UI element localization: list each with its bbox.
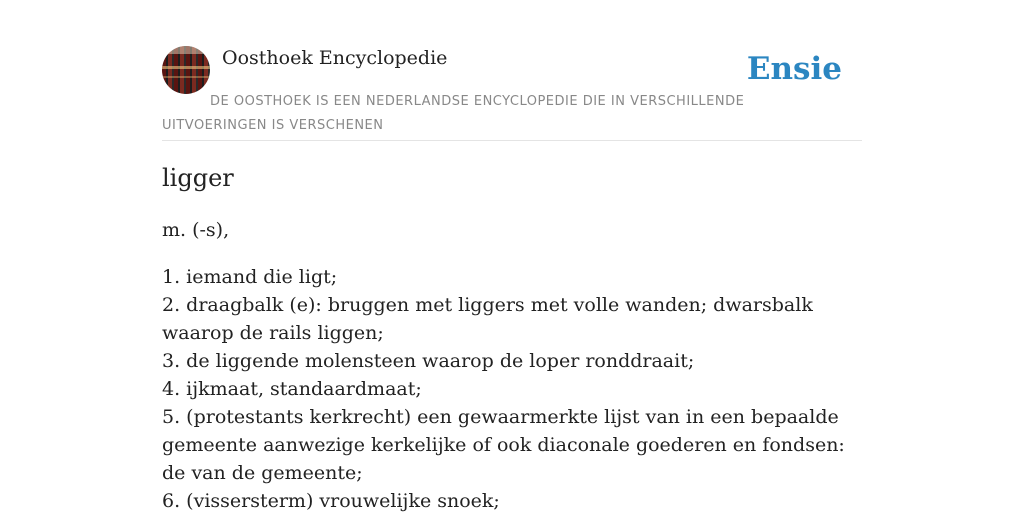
definition-item: 6. (vissersterm) vrouwelijke snoek;: [162, 490, 500, 512]
definition-item: 4. ijkmaat, standaardmaat;: [162, 378, 422, 400]
entry-title: ligger: [162, 164, 234, 192]
definition-list: [162, 263, 862, 515]
site-avatar[interactable]: [162, 46, 210, 94]
site-header: [162, 46, 862, 141]
entry-content: [162, 216, 862, 515]
site-tagline: DE OOSTHOEK IS EEN NEDERLANDSE ENCYCLOPEDIE DIE IN VERSCHILLENDE UITVOERINGEN IS VERSCHENEN: [162, 94, 745, 133]
definition-item: 1. iemand die ligt;: [162, 266, 338, 288]
definition-item: 5. (protestants kerkrecht) een gewaarmerkte lijst van in een bepaalde gemeente aanwezige kerkelijke of ook diaconale goederen en fondsen: de van de gemeente;: [162, 406, 845, 484]
definition-item: 3. de liggende molensteen waarop de loper ronddraait;: [162, 350, 695, 372]
entry-grammar: m. (-s),: [162, 219, 230, 241]
site-title[interactable]: Oosthoek Encyclopedie: [222, 47, 448, 69]
brand-logo[interactable]: Ensie: [746, 51, 842, 87]
definition-item: 2. draagbalk (e): bruggen met liggers met volle wanden; dwarsbalk waarop de rails liggen;: [162, 294, 813, 344]
